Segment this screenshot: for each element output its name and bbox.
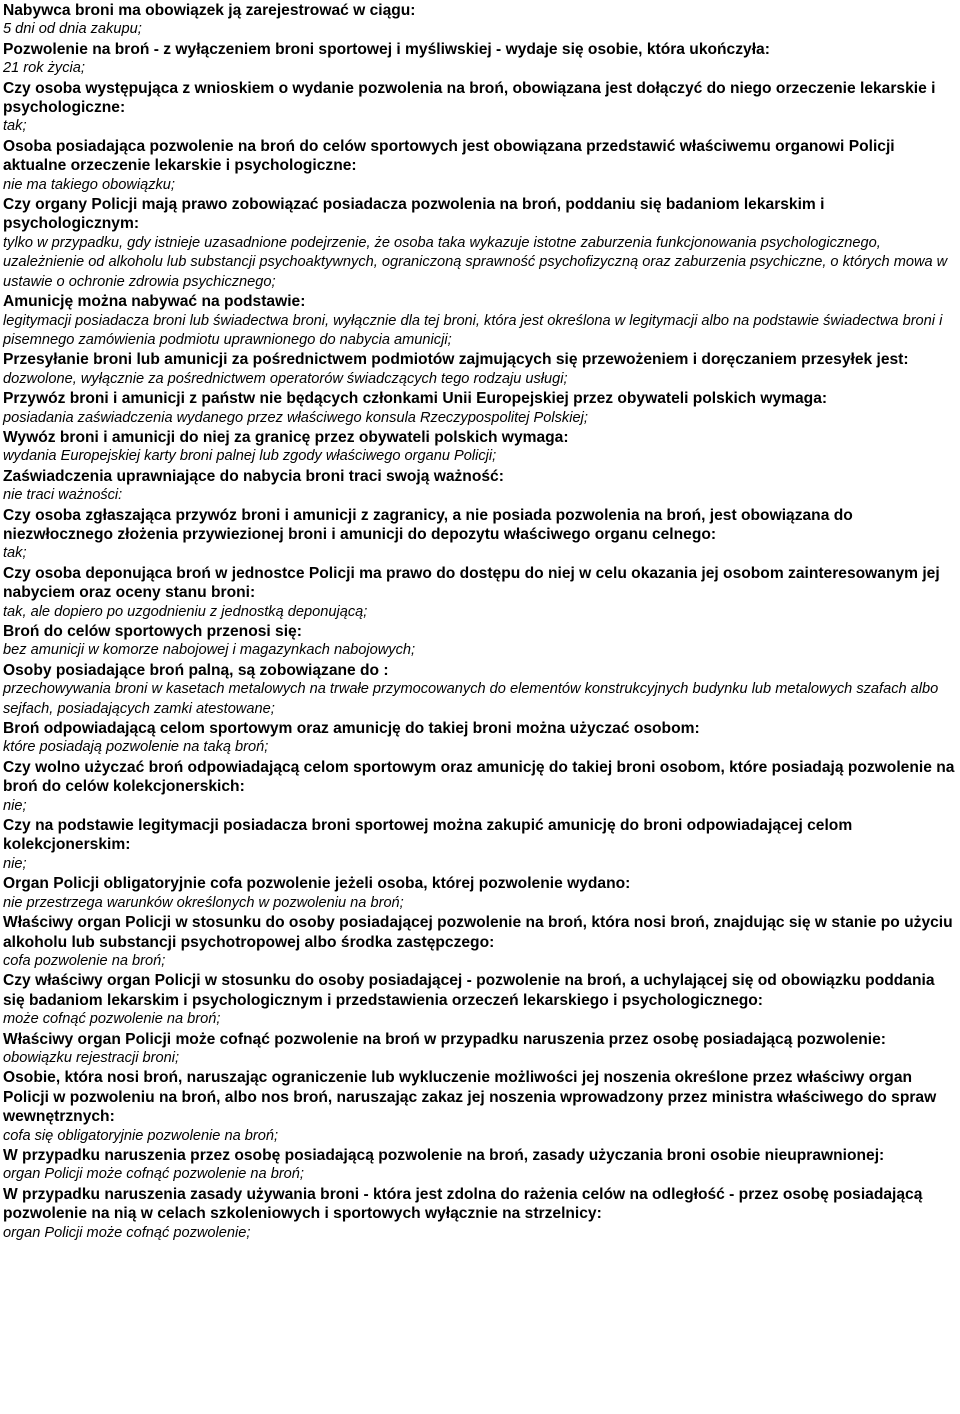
answer-text: tak; (3, 545, 27, 562)
answer-text: cofa pozwolenie na broń; (3, 952, 166, 969)
qa-entry (3, 1030, 957, 1069)
question-text: Osoby posiadające broń palną, są zobowiązane do : (3, 661, 389, 679)
qa-entry (3, 719, 957, 758)
question-text: Właściwy organ Policji może cofnąć pozwolenie na broń w przypadku naruszenia przez osobę posiadającą pozwolenie: (3, 1030, 886, 1048)
answer-text: organ Policji może cofnąć pozwolenie na broń; (3, 1166, 304, 1183)
answer-text: które posiadają pozwolenie na taką broń; (3, 739, 269, 756)
answer-text: organ Policji może cofnąć pozwolenie; (3, 1224, 251, 1241)
answer-text: nie przestrzega warunków określonych w pozwoleniu na broń; (3, 894, 404, 911)
answer-text: cofa się obligatoryjnie pozwolenie na broń; (3, 1127, 279, 1144)
question-text: Organ Policji obligatoryjnie cofa pozwolenie jeżeli osoba, której pozwolenie wydano: (3, 875, 631, 893)
question-text: Wywóz broni i amunicji do niej za granicę przez obywateli polskich wymaga: (3, 428, 569, 446)
qa-entry (3, 389, 957, 428)
answer-text: wydania Europejskiej karty broni palnej lub zgody właściwego organu Policji; (3, 448, 497, 465)
answer-text: dozwolone, wyłącznie za pośrednictwem operatorów świadczących tego rodzaju usługi; (3, 370, 568, 387)
question-text: Czy osoba deponująca broń w jednostce Policji ma prawo do dostępu do niej w celu okazania jej osobom zainteresowanym jej nabyciem oraz oceny stanu broni: (3, 564, 940, 602)
qa-entry (3, 564, 957, 622)
qa-entry (3, 292, 957, 350)
question-text: Zaświadczenia uprawniające do nabycia broni traci swoją ważność: (3, 467, 504, 485)
qa-entry (3, 971, 957, 1029)
qa-entry (3, 350, 957, 389)
question-text: Osobie, która nosi broń, naruszając ograniczenie lub wykluczenie możliwości jej noszenia określone przez właściwy organ Policji w pozwoleniu na broń, albo nos broń, naruszając zakaz jej noszenia wprowadzony przez ministra właściwego do spraw wewnętrznych: (3, 1069, 937, 1126)
answer-text: obowiązku rejestracji broni; (3, 1049, 180, 1066)
answer-text: może cofnąć pozwolenie na broń; (3, 1011, 221, 1028)
question-text: Czy osoba zgłaszająca przywóz broni i amunicji z zagranicy, a nie posiada pozwolenia na broń, jest obowiązana do niezwłocznego złożenia przywiezionej broni i amunicji do depozytu właściwego organu celnego: (3, 506, 853, 543)
answer-text: nie ma takiego obowiązku; (3, 176, 175, 193)
qa-entry (3, 195, 957, 292)
qa-entry (3, 506, 957, 564)
qa-entry (3, 1, 957, 40)
qa-entry (3, 661, 957, 719)
question-text: Amunicję można nabywać na podstawie: (3, 293, 306, 311)
question-text: W przypadku naruszenia zasady używania broni - która jest zdolna do rażenia celów na odległość - przez osobę posiadającą pozwolenie na nią w celach szkoleniowych i sportowych wyłącznie na strzelnicy: (3, 1185, 923, 1223)
qa-entry (3, 40, 957, 79)
answer-text: przechowywania broni w kasetach metalowych na trwałe przymocowanych do elementów konstrukcyjnych budynku lub metalowych szafach albo sejfach, posiadających zamki atestowane; (3, 681, 939, 717)
answer-text: nie; (3, 855, 27, 872)
qa-entry (3, 758, 957, 816)
answer-text: tylko w przypadku, gdy istnieje uzasadnione podejrzenie, że osoba taka wykazuje istotne zaburzenia funkcjonowania psychologicznego, uzależnienie od alkoholu lub substancji psychoaktywnych, ograniczoną sprawność psychofizyczną oraz zaburzenia psychiczne, o których mowa w ustawie o ochronie zdrowia psychicznego; (3, 234, 948, 290)
qa-entry (3, 137, 957, 195)
question-text: Czy organy Policji mają prawo zobowiązać posiadacza pozwolenia na broń, poddaniu się badaniom lekarskim i psychologicznym: (3, 196, 825, 233)
question-text: Przywóz broni i amunicji z państw nie będących członkami Unii Europejskiej przez obywateli polskich wymaga: (3, 390, 828, 408)
answer-text: 5 dni od dnia zakupu; (3, 21, 142, 38)
question-text: Broń do celów sportowych przenosi się: (3, 623, 302, 640)
question-text: W przypadku naruszenia przez osobę posiadającą pozwolenie na broń, zasady użyczania broni osobie nieuprawnionej: (3, 1146, 885, 1164)
answer-text: posiadania zaświadczenia wydanego przez właściwego konsula Rzeczypospolitej Polskiej; (3, 409, 588, 426)
qa-entry (3, 79, 957, 137)
qa-entry (3, 428, 957, 467)
qa-entry (3, 874, 957, 913)
question-text: Przesyłanie broni lub amunicji za pośrednictwem podmiotów zajmujących się przewożeniem i doręczaniem przesyłek jest: (3, 351, 909, 369)
question-text: Czy osoba występująca z wnioskiem o wydanie pozwolenia na broń, obowiązana jest dołączyć do niego orzeczenie lekarskie i psychologiczne: (3, 79, 936, 117)
qa-entry (3, 467, 957, 506)
question-text: Pozwolenie na broń - z wyłączeniem broni sportowej i myśliwskiej - wydaje się osobie, która ukończyła: (3, 40, 770, 58)
qa-entry (3, 913, 957, 971)
qa-entry (3, 1068, 957, 1146)
answer-text: legitymacji posiadacza broni lub świadectwa broni, wyłącznie dla tej broni, która jest określona w legitymacji albo na podstawie świadectwa broni i pisemnego zamówienia podmiotu uprawnionego do nabycia amunicji; (3, 312, 943, 348)
question-text: Czy na podstawie legitymacji posiadacza broni sportowej można zakupić amunicję do broni odpowiadającej celom kolekcjonerskim: (3, 817, 853, 854)
question-text: Czy właściwy organ Policji w stosunku do osoby posiadającej - pozwolenie na broń, a uchylającej się od obowiązku poddania się badaniom lekarskim i psychologicznym i przedstawienia orzeczeń lekarskiego i psychologicznego: (3, 972, 935, 1009)
answer-text: tak; (3, 118, 27, 135)
qa-entry (3, 622, 957, 661)
answer-text: bez amunicji w komorze nabojowej i magazynkach nabojowych; (3, 642, 416, 659)
question-text: Broń odpowiadającą celom sportowym oraz amunicję do takiej broni można użyczać osobom: (3, 720, 700, 738)
question-text: Nabywca broni ma obowiązek ją zarejestrować w ciągu: (3, 2, 416, 19)
question-text: Osoba posiadająca pozwolenie na broń do celów sportowych jest obowiązana przedstawić właściwemu organowi Policji aktualne orzeczenie lekarskie i psychologiczne: (3, 137, 895, 175)
qa-entry (3, 816, 957, 874)
question-text: Właściwy organ Policji w stosunku do osoby posiadającej pozwolenie na broń, która nosi broń, znajdując się w stanie po użyciu alkoholu lub substancji psychotropowej albo środka zastępczego: (3, 914, 953, 951)
qa-entry (3, 1146, 957, 1185)
answer-text: 21 rok życia; (3, 60, 85, 77)
answer-text: nie traci ważności: (3, 487, 123, 504)
answer-text: tak, ale dopiero po uzgodnieniu z jednostką deponującą; (3, 603, 368, 620)
answer-text: nie; (3, 797, 27, 814)
question-text: Czy wolno użyczać broń odpowiadającą celom sportowym oraz amunicję do takiej broni osobom, które posiadają pozwolenie na broń do celów kolekcjonerskich: (3, 758, 955, 796)
qa-entry (3, 1185, 957, 1243)
